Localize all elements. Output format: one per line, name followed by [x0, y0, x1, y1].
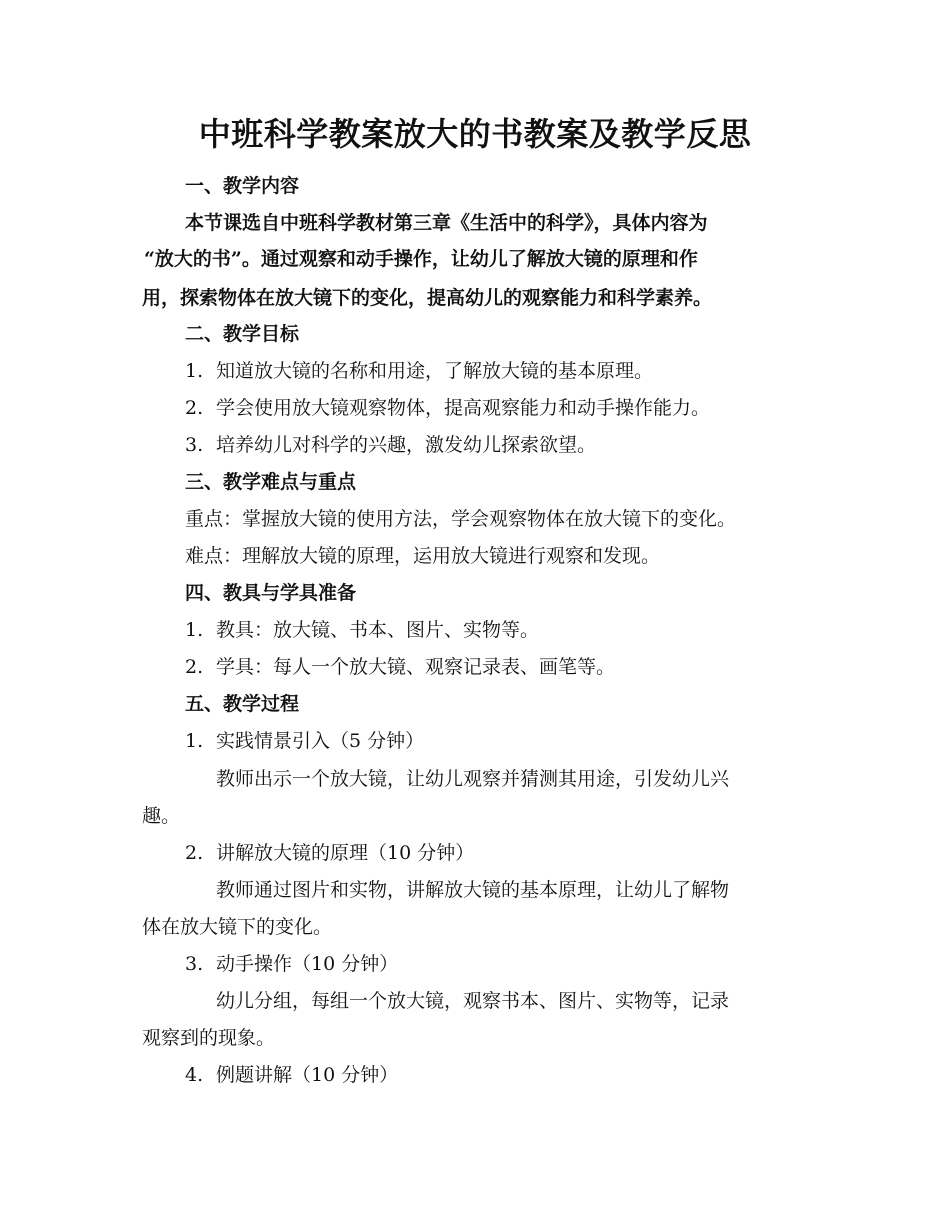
- section-heading-key-points: 三、教学难点与重点: [185, 471, 357, 493]
- list-item: [185, 356, 653, 386]
- step-title: [185, 949, 398, 979]
- step-title-text: 例题讲解（10 分钟）: [216, 1064, 399, 1086]
- step-title: [185, 726, 424, 756]
- step-title-text: 实践情景引入（5 分钟）: [216, 730, 425, 752]
- step-description-line: 教师通过图片和实物，讲解放大镜的基本原理，让幼儿了解物: [216, 879, 730, 901]
- list-item: [185, 652, 615, 682]
- paragraph-line: 用，探索物体在放大镜下的变化，提高幼儿的观察能力和科学素养。: [142, 287, 713, 309]
- paragraph-line: “放大的书”。通过观察和动手操作，让幼儿了解放大镜的原理和作: [144, 248, 698, 270]
- list-number: 1.: [185, 360, 204, 382]
- step-description-line: 趣。: [142, 805, 181, 827]
- list-text: 学会使用放大镜观察物体，提高观察能力和动手操作能力。: [216, 397, 711, 419]
- list-item: [185, 430, 596, 460]
- list-text: 学具：每人一个放大镜、观察记录表、画笔等。: [216, 656, 616, 678]
- list-text: 培养幼儿对科学的兴趣，激发幼儿探索欲望。: [216, 434, 597, 456]
- list-number: 1.: [185, 619, 204, 641]
- list-number: 3.: [185, 434, 204, 456]
- step-title-text: 动手操作（10 分钟）: [216, 953, 399, 975]
- key-point-text: 重点：掌握放大镜的使用方法，学会观察物体在放大镜下的变化。: [185, 508, 737, 530]
- section-heading-materials: 四、教具与学具准备: [185, 582, 357, 604]
- step-title: [185, 1060, 398, 1090]
- list-item: [185, 393, 710, 423]
- list-text: 知道放大镜的名称和用途，了解放大镜的基本原理。: [216, 360, 654, 382]
- list-item: [185, 615, 539, 645]
- list-number: 2.: [185, 397, 204, 419]
- list-number: 2.: [185, 656, 204, 678]
- step-number: 1.: [185, 730, 204, 752]
- step-description-line: 教师出示一个放大镜，让幼儿观察并猜测其用途，引发幼儿兴: [216, 768, 730, 790]
- paragraph-line: 本节课选自中班科学教材第三章《生活中的科学》，具体内容为: [185, 212, 708, 234]
- step-description-line: 观察到的现象。: [142, 1027, 276, 1049]
- section-heading-goals: 二、教学目标: [185, 323, 300, 345]
- step-number: 3.: [185, 953, 204, 975]
- document-title: 中班科学教案放大的书教案及教学反思: [198, 115, 752, 153]
- step-title: [185, 838, 474, 868]
- section-heading-content: 一、教学内容: [185, 175, 300, 197]
- step-number: 4.: [185, 1064, 204, 1086]
- step-number: 2.: [185, 842, 204, 864]
- section-heading-process: 五、教学过程: [185, 693, 300, 715]
- difficult-point-text: 难点：理解放大镜的原理，运用放大镜进行观察和发现。: [185, 545, 661, 567]
- step-description-line: 体在放大镜下的变化。: [142, 916, 333, 938]
- step-description-line: 幼儿分组，每组一个放大镜，观察书本、图片、实物等，记录: [216, 990, 730, 1012]
- list-text: 教具：放大镜、书本、图片、实物等。: [216, 619, 540, 641]
- step-title-text: 讲解放大镜的原理（10 分钟）: [216, 842, 475, 864]
